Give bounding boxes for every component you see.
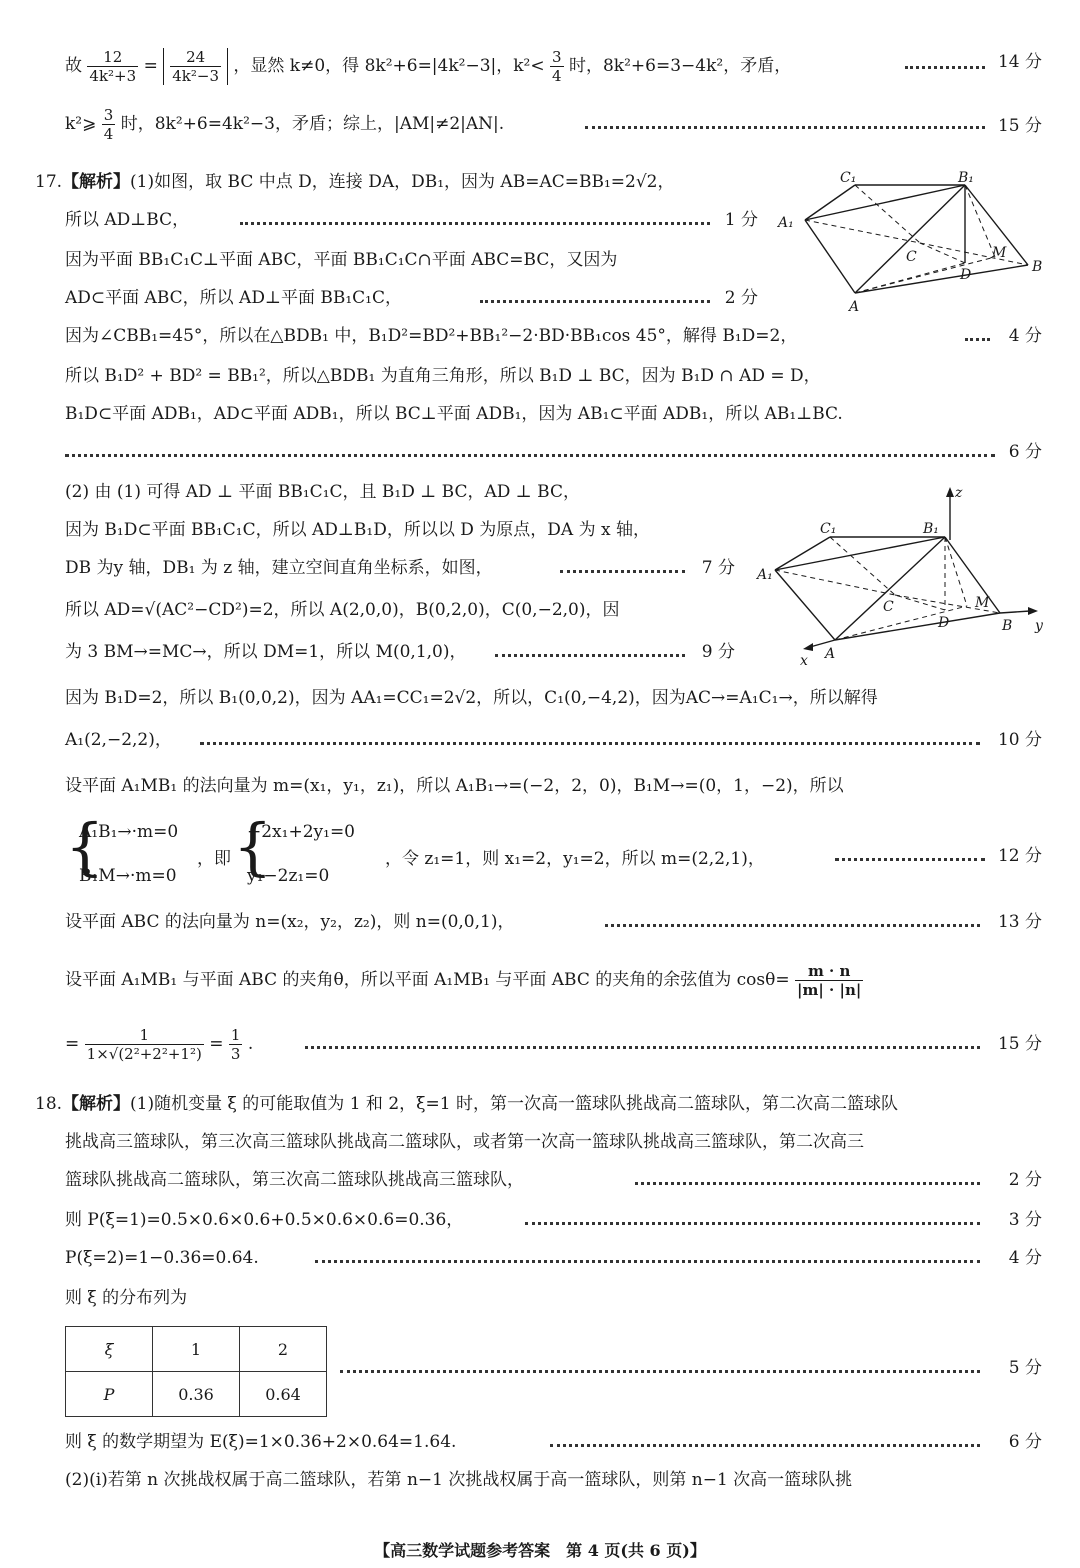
text-line: 则 ξ 的数学期望为 E(ξ)=1×0.36+2×0.64=1.64. bbox=[65, 1432, 457, 1452]
score-label: 7 分 bbox=[701, 558, 735, 578]
score-label: 15 分 bbox=[997, 116, 1042, 136]
text-line: 篮球队挑战高二篮球队，第三次高二篮球队挑战高三篮球队， bbox=[65, 1170, 524, 1190]
table-row bbox=[66, 1372, 327, 1417]
score-label: 3 分 bbox=[1008, 1210, 1042, 1230]
text-line: 设平面 A₁MB₁ 的法向量为 m=(x₁，y₁，z₁)，所以 A₁B₁→=(−2，2，0)，B₁M→=(0，1，−2)，所以 bbox=[65, 776, 844, 796]
text: B₁M→·m=0 bbox=[79, 866, 177, 886]
text-line: 所以 B₁D² + BD² = BB₁²，所以△BDB₁ 为直角三角形，所以 B₁D ⊥ BC，因为 B₁D ∩ AD = D， bbox=[65, 366, 821, 386]
label-A1: A₁ bbox=[778, 215, 794, 231]
leader-dots bbox=[905, 66, 985, 69]
leader-dots bbox=[240, 222, 710, 225]
score-label: 6 分 bbox=[1008, 1432, 1042, 1452]
text-line: AD⊂平面 ABC，所以 AD⊥平面 BB₁C₁C， bbox=[65, 288, 402, 308]
leader-dots bbox=[305, 1046, 980, 1049]
score-label: 14 分 bbox=[997, 52, 1042, 72]
text-line: 因为 B₁D⊂平面 BB₁C₁C，所以 AD⊥B₁D，所以以 D 为原点，DA 为 x 轴， bbox=[65, 520, 650, 540]
leader-dots bbox=[635, 1182, 980, 1185]
leader-dots bbox=[315, 1260, 980, 1263]
text-line: 为 3 BM→=MC→，所以 DM=1，所以 M(0,1,0)， bbox=[65, 642, 467, 662]
text-line: 因为平面 BB₁C₁C⊥平面 ABC，平面 BB₁C₁C∩平面 ABC=BC，又因为 bbox=[65, 250, 618, 270]
label-B: B bbox=[1032, 259, 1043, 275]
text-line: k²⩾ $\frac{3}{4}$ 时，8k²+6=4k²−3，矛盾；综上，|AM|≠2|AN|. bbox=[65, 106, 505, 143]
fraction: $\frac{1}{\text{1×√(2²+2²+1²)}}$ bbox=[86, 1026, 202, 1063]
label-B1: B₁ bbox=[923, 521, 939, 537]
leader-dots bbox=[835, 858, 985, 861]
table-cell: ξ bbox=[66, 1327, 153, 1372]
text-line: A₁(2,−2,2)， bbox=[65, 730, 172, 750]
page-footer: 【高三数学试题参考答案 第 4 页(共 6 页)】 bbox=[374, 1541, 706, 1560]
label-z-axis: z bbox=[955, 485, 963, 501]
distribution-table bbox=[65, 1326, 327, 1417]
label-A1: A₁ bbox=[757, 567, 773, 583]
fraction: $\frac{3}{4}$ bbox=[552, 48, 562, 85]
table-cell: P bbox=[66, 1372, 153, 1417]
text-line: 所以 AD⊥BC， bbox=[65, 210, 190, 230]
prism-figure-1 bbox=[770, 165, 1050, 315]
score-label: 6 分 bbox=[1008, 442, 1042, 462]
leader-dots bbox=[200, 742, 980, 745]
label-C1: C₁ bbox=[820, 521, 837, 537]
table-cell: 0.64 bbox=[240, 1372, 327, 1417]
text: ，令 z₁=1，则 x₁=2，y₁=2，所以 m=(2,2,1)， bbox=[385, 849, 765, 869]
label-D: D bbox=[960, 267, 972, 283]
fraction: $\frac{12}{\text{4k²+3}}$ bbox=[89, 48, 137, 85]
text: −2x₁+2y₁=0 bbox=[247, 822, 356, 842]
fraction: $\frac{1}{3}$ bbox=[230, 1026, 241, 1063]
label-A: A bbox=[825, 646, 836, 662]
leader-dots bbox=[65, 454, 995, 457]
abs-value: $\frac{24}{\text{4k²−3}}$ bbox=[163, 48, 228, 85]
label-y-axis: y bbox=[1035, 618, 1043, 634]
text-line: B₁D⊂平面 ADB₁，AD⊂平面 ADB₁，所以 BC⊥平面 ADB₁，因为 AB₁⊂平面 ADB₁，所以 AB₁⊥BC. bbox=[65, 404, 843, 424]
score-label: 12 分 bbox=[997, 846, 1042, 866]
leader-dots bbox=[495, 654, 685, 657]
score-label: 9 分 bbox=[701, 642, 735, 662]
label-C: C bbox=[906, 249, 917, 265]
text-line: 设平面 A₁MB₁ 与平面 ABC 的夹角θ，所以平面 A₁MB₁ 与平面 ABC 的夹角的余弦值为 cosθ= $\frac{m \cdot n}{|m| \cdot |n|}$ bbox=[65, 962, 862, 999]
leader-dots bbox=[605, 924, 980, 927]
text-line: 18.【解析】(1)随机变量 ξ 的可能取值为 1 和 2，ξ=1 时，第一次高一篮球队挑战高二篮球队，第二次高二篮球队 bbox=[35, 1094, 898, 1114]
text: ，即 bbox=[197, 849, 231, 869]
label-C: C bbox=[883, 599, 894, 615]
label-x-axis: x bbox=[800, 653, 808, 669]
text: = bbox=[143, 56, 158, 76]
leader-dots bbox=[480, 300, 710, 303]
leader-dots bbox=[525, 1222, 980, 1225]
text-line bbox=[65, 48, 792, 85]
score-label: 1 分 bbox=[724, 210, 758, 230]
leader-dots bbox=[965, 338, 990, 341]
fraction: $\frac{3}{4}$ bbox=[103, 106, 114, 143]
text-line: 因为 B₁D=2，所以 B₁(0,0,2)，因为 AA₁=CC₁=2√2，所以，C₁(0,−4,2)，因为AC→=A₁C₁→，所以解得 bbox=[65, 688, 878, 708]
score-label: 2 分 bbox=[1008, 1170, 1042, 1190]
score-label: 5 分 bbox=[1008, 1358, 1042, 1378]
score-label: 4 分 bbox=[1008, 1248, 1042, 1268]
text-line: 所以 AD=√(AC²−CD²)=2，所以 A(2,0,0)，B(0,2,0)，C(0,−2,0)，因 bbox=[65, 600, 620, 620]
score-label: 15 分 bbox=[997, 1034, 1042, 1054]
label-A: A bbox=[849, 299, 860, 315]
text-line: 则 ξ 的分布列为 bbox=[65, 1288, 188, 1308]
table-cell: 1 bbox=[153, 1327, 240, 1372]
text-line: 因为∠CBB₁=45°，所以在△BDB₁ 中，B₁D²=BD²+BB₁²−2·BD·BB₁cos 45°，解得 B₁D=2， bbox=[65, 326, 798, 346]
leader-dots bbox=[585, 126, 985, 129]
text: 时，8k²+6=3−4k²，矛盾， bbox=[568, 56, 792, 76]
table-cell: 2 bbox=[240, 1327, 327, 1372]
analysis-tag: 【解析】 bbox=[62, 172, 131, 192]
text-line: 17.【解析】(1)如图，取 BC 中点 D，连接 DA，DB₁，因为 AB=AC=BB₁=2√2， bbox=[35, 172, 675, 192]
text: 故 bbox=[65, 56, 82, 76]
prism-figure-2 bbox=[755, 485, 1055, 670]
brace: { bbox=[233, 810, 273, 883]
text: A₁B₁→·m=0 bbox=[79, 822, 179, 842]
text-line: 则 P(ξ=1)=0.5×0.6×0.6+0.5×0.6×0.6=0.36， bbox=[65, 1210, 464, 1230]
leader-dots bbox=[550, 1444, 980, 1447]
text: ，显然 k≠0，得 8k²+6=|4k²−3|，k²< bbox=[233, 56, 545, 76]
label-C1: C₁ bbox=[840, 170, 857, 186]
label-B1: B₁ bbox=[958, 170, 974, 186]
label-M: M bbox=[975, 595, 990, 611]
label-M: M bbox=[992, 245, 1007, 261]
brace: { bbox=[65, 810, 105, 883]
text-line: (2)(ⅰ)若第 n 次挑战权属于高二篮球队，若第 n−1 次挑战权属于高一篮球队，则第 n−1 次高一篮球队挑 bbox=[65, 1470, 853, 1490]
leader-dots bbox=[340, 1370, 980, 1373]
score-label: 4 分 bbox=[1008, 326, 1042, 346]
text: y₁−2z₁=0 bbox=[247, 866, 330, 886]
analysis-tag: 【解析】 bbox=[62, 1094, 131, 1114]
table-cell: 0.36 bbox=[153, 1372, 240, 1417]
score-label: 10 分 bbox=[997, 730, 1042, 750]
label-D: D bbox=[938, 615, 950, 631]
text-line: (2) 由 (1) 可得 AD ⊥ 平面 BB₁C₁C，且 B₁D ⊥ BC，AD ⊥ BC， bbox=[65, 482, 580, 502]
table-row bbox=[66, 1327, 327, 1372]
label-B: B bbox=[1002, 618, 1013, 634]
leader-dots bbox=[560, 570, 685, 573]
text-line: 挑战高三篮球队，第三次高三篮球队挑战高二篮球队，或者第一次高一篮球队挑战高三篮球队，第二次高三 bbox=[65, 1132, 864, 1152]
score-label: 2 分 bbox=[724, 288, 758, 308]
text-line: DB 为y 轴，DB₁ 为 z 轴，建立空间直角坐标系，如图， bbox=[65, 558, 493, 578]
text-line: P(ξ=2)=1−0.36=0.64. bbox=[65, 1248, 259, 1268]
text-line: 设平面 ABC 的法向量为 n=(x₂，y₂，z₂)，则 n=(0,0,1)， bbox=[65, 912, 515, 932]
text-line: = $\frac{1}{\text{1×√(2²+2²+1²)}}$ = $\frac{1}{3}$ . bbox=[65, 1026, 254, 1063]
fraction: $\frac{m \cdot n}{|m| \cdot |n|}$ bbox=[797, 962, 862, 999]
score-label: 13 分 bbox=[997, 912, 1042, 932]
